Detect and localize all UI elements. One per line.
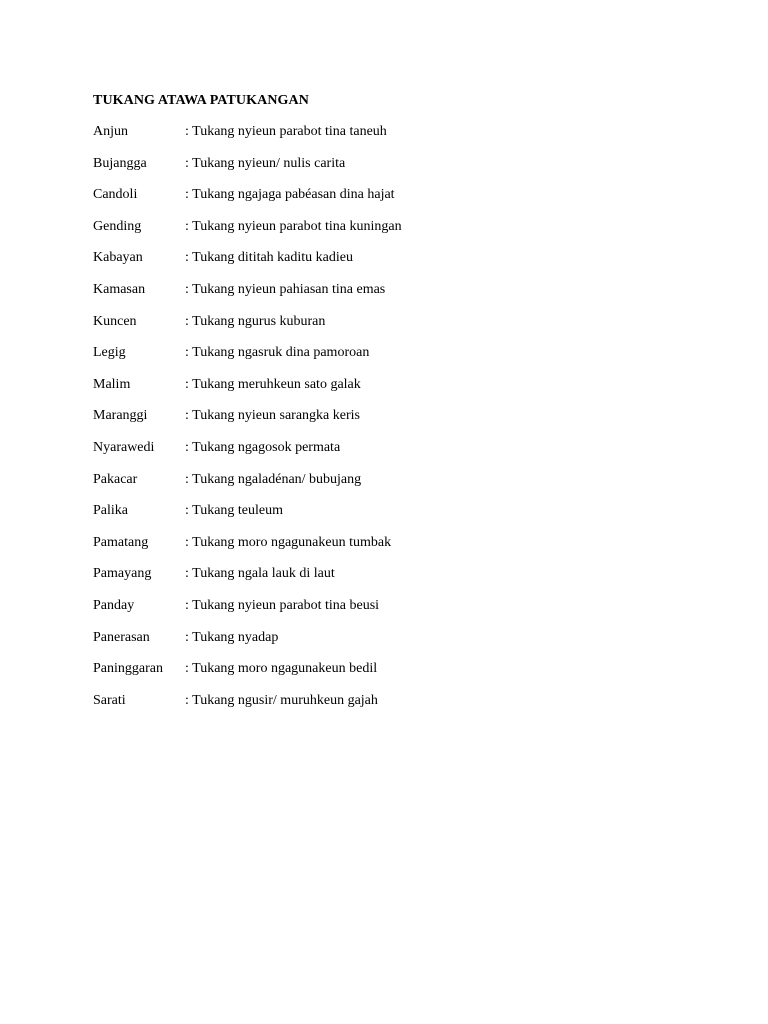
entry-term: Nyarawedi bbox=[93, 439, 155, 455]
glossary-entry bbox=[93, 597, 693, 629]
entry-term: Legig bbox=[93, 345, 126, 361]
glossary-list bbox=[93, 123, 693, 723]
entry-definition: : Tukang nyieun parabot tina taneuh bbox=[185, 124, 387, 139]
entry-term: Panerasan bbox=[93, 629, 150, 645]
entry-definition: : Tukang nyieun parabot tina kuningan bbox=[185, 218, 402, 234]
entry-definition: : Tukang dititah kaditu kadieu bbox=[185, 250, 353, 266]
entry-term: Anjun bbox=[93, 124, 128, 139]
glossary-entry bbox=[93, 123, 693, 155]
entry-term: Panday bbox=[93, 597, 135, 613]
glossary-entry bbox=[93, 629, 693, 661]
entry-definition: : Tukang moro ngagunakeun tumbak bbox=[185, 534, 392, 550]
entry-term: Gending bbox=[93, 218, 142, 234]
entry-definition: : Tukang nyieun sarangka keris bbox=[185, 408, 360, 424]
entry-definition: : Tukang meruhkeun sato galak bbox=[185, 376, 361, 392]
entry-definition: : Tukang moro ngagunakeun bedil bbox=[185, 661, 378, 677]
entry-definition: : Tukang nyieun parabot tina beusi bbox=[185, 597, 380, 613]
entry-definition: : Tukang nyadap bbox=[185, 629, 279, 645]
entry-definition: : Tukang nyieun/ nulis carita bbox=[185, 155, 346, 171]
entry-term: Kamasan bbox=[93, 281, 146, 297]
entry-definition: : Tukang ngurus kuburan bbox=[185, 313, 326, 329]
glossary-entry bbox=[93, 313, 693, 345]
entry-term: Kabayan bbox=[93, 250, 143, 266]
glossary-entry bbox=[93, 376, 693, 408]
entry-definition: : Tukang teuleum bbox=[185, 503, 284, 519]
document-page bbox=[93, 92, 693, 723]
glossary-entry bbox=[93, 249, 693, 281]
entry-term: Pamatang bbox=[93, 534, 149, 550]
document-title: TUKANG ATAWA PATUKANGAN bbox=[93, 93, 309, 108]
entry-definition: : Tukang ngajaga pabéasan dina hajat bbox=[185, 187, 395, 203]
entry-term: Kuncen bbox=[93, 313, 137, 329]
entry-term: Palika bbox=[93, 503, 128, 519]
glossary-entry bbox=[93, 692, 693, 724]
glossary-entry bbox=[93, 502, 693, 534]
glossary-entry bbox=[93, 281, 693, 313]
entry-term: Pamayang bbox=[93, 566, 152, 582]
entry-term: Malim bbox=[93, 376, 131, 392]
entry-term: Bujangga bbox=[93, 155, 147, 171]
entry-definition: : Tukang nyieun pahiasan tina emas bbox=[185, 281, 386, 297]
glossary-entry bbox=[93, 218, 693, 250]
glossary-entry bbox=[93, 407, 693, 439]
glossary-entry bbox=[93, 534, 693, 566]
glossary-entry bbox=[93, 186, 693, 218]
entry-definition: : Tukang ngala lauk di laut bbox=[185, 566, 335, 582]
entry-definition: : Tukang ngusir/ muruhkeun gajah bbox=[185, 692, 378, 708]
glossary-entry bbox=[93, 565, 693, 597]
glossary-entry bbox=[93, 344, 693, 376]
entry-definition: : Tukang ngaladénan/ bubujang bbox=[185, 471, 362, 487]
entry-term: Candoli bbox=[93, 187, 138, 203]
glossary-entry bbox=[93, 471, 693, 503]
entry-term: Pakacar bbox=[93, 471, 138, 487]
entry-definition: : Tukang ngagosok permata bbox=[185, 439, 341, 455]
glossary-entry bbox=[93, 660, 693, 692]
glossary-entry bbox=[93, 439, 693, 471]
entry-definition: : Tukang ngasruk dina pamoroan bbox=[185, 345, 370, 361]
glossary-entry bbox=[93, 155, 693, 187]
entry-term: Paninggaran bbox=[93, 661, 163, 677]
entry-term: Sarati bbox=[93, 692, 126, 708]
entry-term: Maranggi bbox=[93, 408, 148, 424]
